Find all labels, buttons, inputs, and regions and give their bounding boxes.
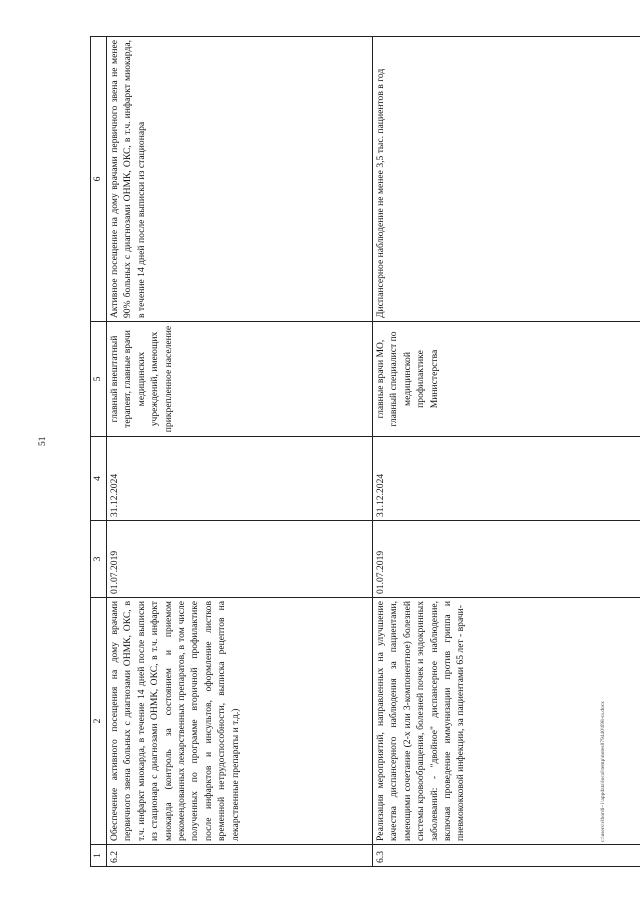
header-cell: 6 (91, 37, 107, 322)
responsible-persons: главные врачи МО, главный специалист по медицинской профилактике Министерства (373, 322, 640, 437)
measures-table (90, 36, 640, 867)
start-date: 01.07.2019 (373, 521, 640, 598)
table-row (107, 37, 373, 867)
measure-description: Обеспечение активного посещения на дому врачами первичного звена больных с диагнозами ОНМК, ОКС, в т.ч. инфаркт миокарда, в течение 14 дней после выписки из стационара с диагнозами ОНМК, ОКС, в т.ч. инфаркт миокарда (контроль за состоянием и приемом рекомендованных лекарственных препаратов, в том числе полученных по программе вторичной профилактике после инфарктов и инсультов, оформление листков временной нетрудоспособности, выписка рецептов на лекарственные препараты и т.д.) (107, 598, 373, 845)
page-number: 51 (38, 436, 48, 446)
row-number: 6.3 (373, 845, 640, 867)
end-date: 31.12.2024 (107, 437, 373, 521)
row-number: 6.2 (107, 845, 373, 867)
header-cell: 5 (91, 322, 107, 437)
header-cell: 4 (91, 437, 107, 521)
end-date: 31.12.2024 (373, 437, 640, 521)
header-cell: 1 (91, 845, 107, 867)
measure-description: Реализация мероприятий, направленных на улучшение качества диспансерного наблюдения за пациентами, имеющими сочетание (2-х или 3-компонентное) болезней системы кровообращения, болезней почек и эндокринных заболеваний: - "двойное" диспансерное наблюдение, включая проведение иммунизации против гриппа и пневмококковой инфекции, за пациентами 65 лет - врачи- (373, 598, 640, 845)
responsible-persons: главный внештатный терапевт, главные врачи медицинских учреждений, имеющих прикрепленное население (107, 322, 373, 437)
expected-result: Активное посещение на дому врачами первичного звена не менее 90% больных с диагнозами ОНМК, ОКС, в т.ч. инфаркт миокарда, в течение 14 дней после выписки из стационара (107, 37, 373, 322)
expected-result: Диспансерное наблюдение не менее 3,5 тыс. пациентов в год (373, 37, 640, 322)
start-date: 01.07.2019 (107, 521, 373, 598)
header-cell: 3 (91, 521, 107, 598)
header-cell: 2 (91, 598, 107, 845)
header-row (91, 37, 107, 867)
rotated-table-container (90, 37, 640, 867)
file-path-footer: c:\users\vlbordi~1\appdata\local\temp\notes879440\698-ra.docx (600, 701, 606, 842)
